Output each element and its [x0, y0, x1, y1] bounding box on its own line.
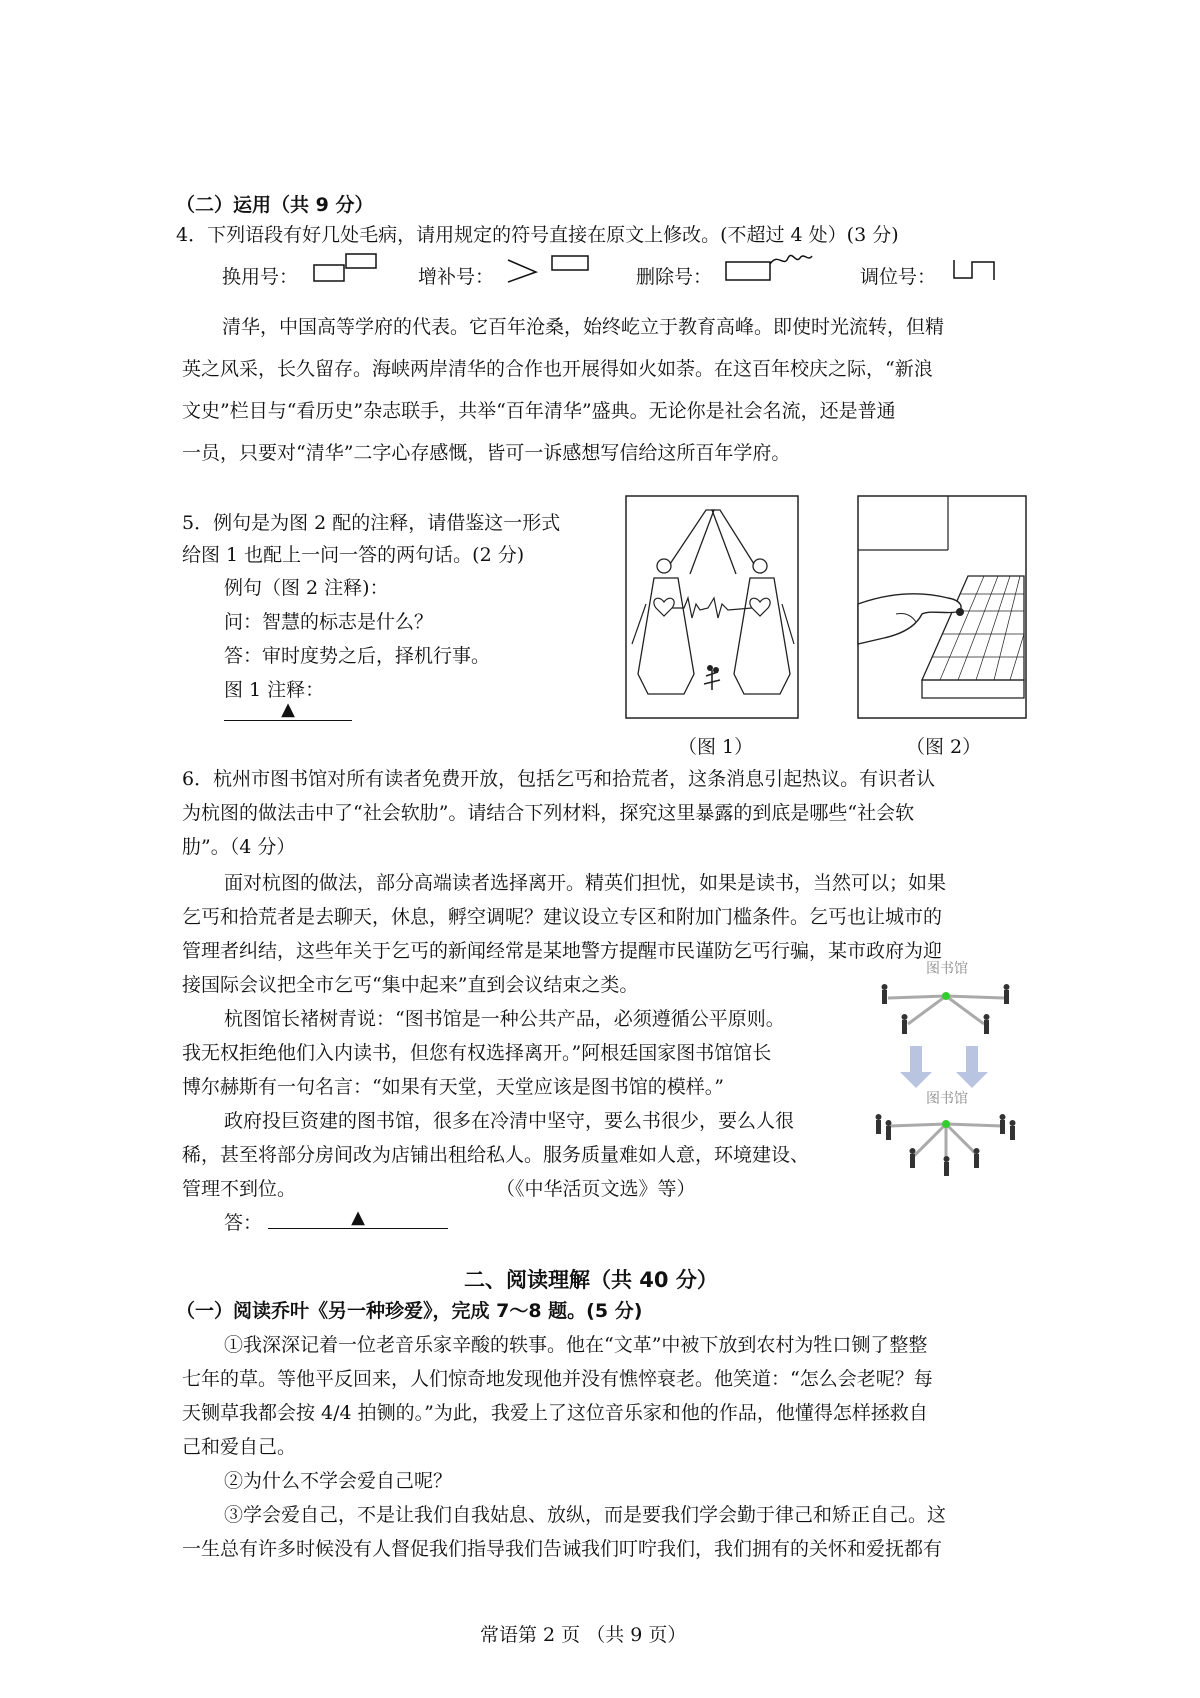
insert-mark-icon [506, 252, 592, 286]
q4-prompt: 4．下列语段有好几处毛病，请用规定的符号直接在原文上修改。(不超过 4 处）(3 分) [176, 224, 899, 246]
reading-sub-heading: （一）阅读乔叶《另一种珍爱》，完成 7～8 题。(5 分) [176, 1300, 643, 1322]
q6-material-line: 管理者纠结，这些年关于乞丐的新闻经常是某地警方提醒市民谨防乞丐行骗，某市政府为迎 [182, 940, 943, 962]
q4-passage-line: 清华，中国高等学府的代表。它百年沧桑，始终屹立于教育高峰。即使时光流转，但精 [222, 316, 945, 338]
reading-line: 己和爱自己。 [182, 1436, 297, 1458]
reading-line: 一生总有许多时候没有人督促我们指导我们告诫我们叮咛我们，我们拥有的关怀和爱抚都有 [182, 1538, 943, 1560]
q4-passage-line: 英之风采，长久留存。海峡两岸清华的合作也开展得如火如荼。在这百年校庆之际，“新浪 [182, 358, 933, 380]
q6-material-line: 我无权拒绝他们入内读书，但您有权选择离开。”阿根廷国家图书馆馆长 [182, 1042, 772, 1064]
q6-source: （《中华活页文选》等） [496, 1178, 696, 1200]
q6-material-line: 管理不到位。 [182, 1178, 297, 1200]
q6-prompt-line: 6．杭州市图书馆对所有读者免费开放，包括乞丐和拾荒者，这条消息引起热议。有识者认 [182, 768, 936, 790]
q5-prompt-line: 5．例句是为图 2 配的注释，请借鉴这一形式 [182, 512, 561, 534]
q6-prompt-line: 为杭图的做法击中了“社会软肋”。请结合下列材料，探究这里暴露的到底是哪些“社会软 [182, 802, 915, 824]
delete-mark-icon [724, 250, 816, 286]
q6-material-line: 面对杭图的做法，部分高端读者选择离开。精英们担忧，如果是读书，当然可以；如果 [224, 872, 947, 894]
q4-passage-line: 文史”栏目与“看历史”杂志联手，共举“百年清华”盛典。无论你是社会名流，还是普通 [182, 400, 896, 422]
q6-prompt-line: 肋”。（4 分） [182, 836, 296, 858]
section-heading-reading: 二、阅读理解（共 40 分） [464, 1268, 718, 1292]
library-diagram [874, 976, 1024, 1186]
reading-line: ①我深深记着一位老音乐家辛酸的轶事。他在“文革”中被下放到农村为牲口铡了整整 [224, 1334, 928, 1356]
section-heading-usage: （二）运用（共 9 分） [176, 194, 374, 216]
q6-answer-label: 答： [224, 1212, 263, 1234]
swap-mark-icon [950, 252, 1000, 286]
q6-answer-blank[interactable]: ▲ [268, 1208, 448, 1229]
q4-passage-line: 一员，只要对“清华”二字心存感慨，皆可一诉感想写信给这所百年学府。 [182, 442, 791, 464]
reading-line: ③学会爱自己，不是让我们自我姑息、放纵，而是要我们学会勤于律己和矫正自己。这 [224, 1504, 947, 1526]
q5-example-label: 例句（图 2 注释)： [224, 577, 389, 599]
q6-material-line: 博尔赫斯有一句名言：“如果有天堂，天堂应该是图书馆的模样。” [182, 1076, 724, 1098]
figure-1-illustration [624, 494, 800, 720]
q6-material-line: 政府投巨资建的图书馆，很多在冷清中坚守，要么书很少，要么人很 [224, 1110, 795, 1132]
page-footer: 常语第 2 页 （共 9 页） [480, 1624, 687, 1646]
q5-question: 问：智慧的标志是什么？ [224, 611, 434, 633]
reading-line: 七年的草。等他平反回来，人们惊奇地发现他并没有憔悴衰老。他笑道：“怎么会老呢？每 [182, 1368, 933, 1390]
reading-line: 天铡草我都会按 4/4 拍铡的。”为此，我爱上了这位音乐家和他的作品，他懂得怎样拯救自 [182, 1402, 928, 1424]
q6-material-line: 接国际会议把全市乞丐“集中起来”直到会议结束之类。 [182, 974, 639, 996]
figure-2-caption: （图 2） [906, 736, 982, 758]
q5-fig1-label: 图 1 注释： [224, 679, 325, 701]
figure-2-illustration [856, 494, 1028, 720]
diagram-label-top: 图书馆 [926, 961, 968, 977]
diagram-label-bottom: 图书馆 [926, 1091, 968, 1107]
replace-mark-icon [312, 252, 382, 286]
reading-line: ②为什么不学会爱自己呢？ [224, 1470, 453, 1492]
q5-prompt-line: 给图 1 也配上一问一答的两句话。(2 分) [182, 544, 525, 566]
figure-1-caption: （图 1） [678, 736, 754, 758]
q6-material-line: 杭图馆长褚树青说：“图书馆是一种公共产品，必须遵循公平原则。 [224, 1008, 785, 1030]
q5-answer: 答：审时度势之后，择机行事。 [224, 645, 491, 667]
q6-material-line: 乞丐和拾荒者是去聊天，休息，孵空调呢？建议设立专区和附加门槛条件。乞丐也让城市的 [182, 906, 943, 928]
q6-material-line: 稀，甚至将部分房间改为店铺出租给私人。服务质量难如人意，环境建设、 [182, 1144, 810, 1166]
symbol-insert-label: 增补号： [418, 266, 495, 288]
symbol-replace-label: 换用号： [222, 266, 299, 288]
q5-answer-blank[interactable]: ▲ [224, 700, 352, 721]
symbol-delete-label: 删除号： [636, 266, 713, 288]
symbol-swap-label: 调位号： [860, 266, 937, 288]
